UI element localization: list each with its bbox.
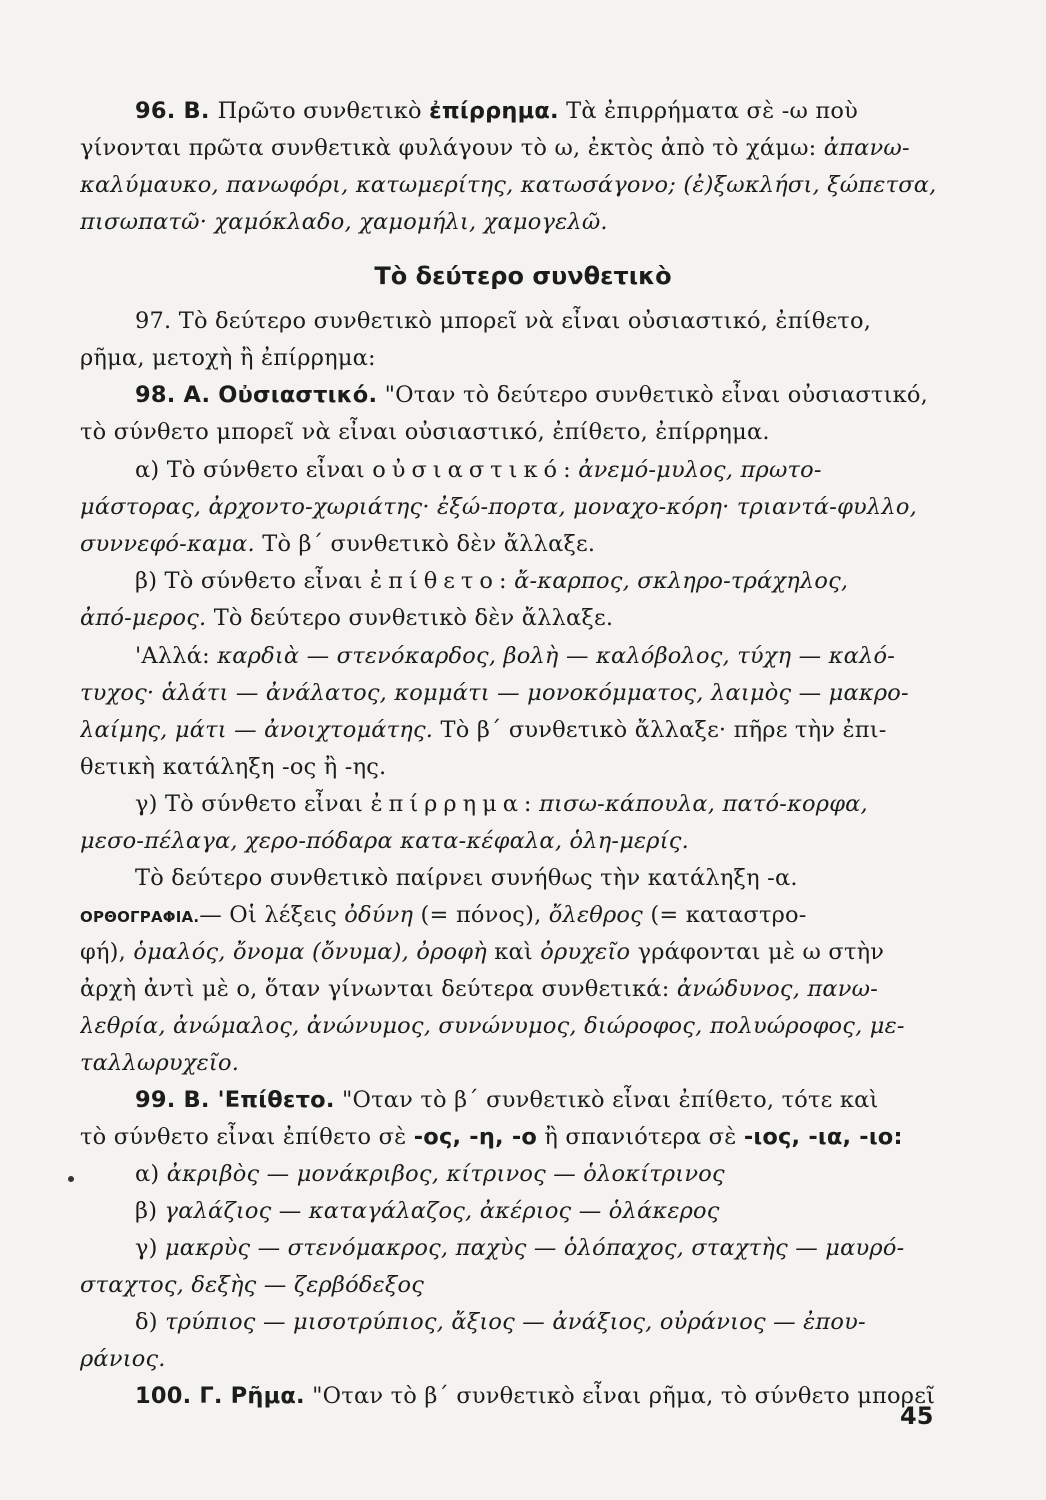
text-line (135, 641, 940, 671)
text-span: β) Τὸ σύνθετο εἶναι (135, 568, 371, 594)
text-span: ἀπό-μερος. (80, 605, 207, 631)
text-line (80, 1048, 940, 1078)
text-span: πισωπατῶ· χαμόκλαδο, χαμομήλι, χαμογελῶ. (80, 209, 608, 235)
text-line (135, 789, 940, 819)
text-span: θετικὴ κατάληξη -ος ἢ -ης. (80, 754, 387, 780)
text-line (80, 900, 940, 932)
text-span: γ) (135, 1235, 165, 1261)
text-span: γίνονται πρῶτα συνθετικὰ φυλάγουν τὸ ω, ἐκτὸς ἀπὸ τὸ χάμω: (80, 135, 824, 161)
text-line (80, 1122, 940, 1152)
text-span: τυχος· ἁλάτι — ἀνάλατος, κομμάτι — μονοκόμματος, λαιμὸς — μακρο- (80, 680, 909, 706)
text-span: πισω-κάπουλα, πατό-κορφα, (539, 791, 868, 817)
text-line (135, 566, 940, 596)
text-span: καὶ (486, 939, 541, 965)
text-line (80, 678, 940, 708)
text-line (135, 1196, 940, 1226)
text-line (135, 1159, 940, 1189)
text-span: ὄλεθρος (548, 902, 643, 928)
text-span: ἐπίρρημα. (429, 98, 559, 124)
text-line (80, 207, 940, 237)
text-span: ὁμαλός, ὄνομα (ὄνυμα), ὀροφὴ (133, 939, 487, 965)
text-line (135, 1085, 940, 1115)
text-line (80, 133, 940, 163)
text-span: τρύπιος — μισοτρύπιος, ἄξιος — ἀνάξιος, οὐράνιος — ἐπου- (165, 1309, 866, 1335)
text-span: λαίμης, μάτι — ἀνοιχτομάτης. (80, 717, 434, 743)
text-span: μάστορας, ἀρχοντο-χωριάτης· ἐξώ-πορτα, μοναχο-κόρη· τριαντά-φυλλο, (80, 494, 917, 520)
text-span: -ιος, -ια, -ιο: (743, 1124, 903, 1150)
page-number: 45 (900, 1402, 934, 1430)
text-line (80, 417, 940, 447)
text-span: τὸ σύνθετο μπορεῖ νὰ εἶναι οὐσιαστικό, ἐπίθετο, ἐπίρρημα. (80, 419, 770, 445)
text-span: 'Αλλά: (135, 643, 218, 669)
text-span: ἀνεμό-μυλος, πρωτο- (578, 457, 822, 483)
bullet-mark (68, 1176, 74, 1182)
text-line (135, 380, 940, 410)
text-span: Τὸ δεύτερο συνθετικὸ δὲν ἄλλαξε. (206, 605, 614, 631)
text-span: λεθρία, ἀνώμαλος, ἀνώνυμος, συνώνυμος, διώροφος, πολυώροφος, με- (80, 1013, 905, 1039)
text-span: ρῆμα, μετοχὴ ἢ ἐπίρρημα: (80, 345, 376, 371)
text-line (80, 603, 940, 633)
text-span: ἢ σπανιότερα σὲ (537, 1124, 744, 1150)
text-line (80, 752, 940, 782)
text-line (80, 974, 940, 1004)
text-span: 98. A. Οὐσιαστικό. (135, 382, 378, 408)
text-span: γαλάζιος — καταγάλαζος, ἀκέριος — ὁλάκερος (164, 1198, 720, 1224)
text-span: Τὸ δεύτερο συνθετικὸ μπορεῖ νὰ εἶναι οὐσιαστικό, ἐπίθετο, (178, 308, 872, 334)
text-span: δ) (135, 1309, 166, 1335)
text-span: 97. (135, 308, 179, 334)
text-span: "Οταν τὸ δεύτερο συνθετικὸ εἶναι οὐσιαστικό, (377, 382, 928, 408)
text-span: ἐπίθετο (370, 568, 499, 594)
text-span: : (498, 568, 515, 594)
text-span: 96. B. (135, 98, 218, 124)
text-span: τὸ σύνθετο εἶναι ἐπίθετο σὲ (80, 1124, 414, 1150)
text-span: 100. Γ. Ρῆμα. (135, 1383, 305, 1409)
text-span: α) (135, 1161, 167, 1187)
text-span: γ) Τὸ σύνθετο εἶναι (135, 791, 371, 817)
text-span: γράφονται μὲ ω στὴν (630, 939, 885, 965)
text-span: οὐσιαστικό (372, 457, 564, 483)
text-span: ἄ-καρπος, σκληρο-τράχηλος, (514, 568, 849, 594)
section-heading: Τὸ δεύτερο συνθετικὸ (374, 262, 672, 290)
text-line (80, 529, 940, 559)
text-span: (= καταστρο- (642, 902, 807, 928)
text-line (80, 715, 940, 745)
text-span: ἀπανω- (823, 135, 910, 161)
text-line (135, 96, 940, 126)
text-span: ράνιος. (80, 1346, 166, 1372)
text-span: μακρὺς — στενόμακρος, παχὺς — ὁλόπαχος, σταχτὴς — μαυρό- (164, 1235, 905, 1261)
text-span: ὀδύνη (344, 902, 414, 928)
text-line (80, 1011, 940, 1041)
text-span: -ος, -η, -ο (413, 1124, 538, 1150)
text-span: καλύμαυκο, πανωφόρι, κατωμερίτης, κατωσάγονο; (ἐ)ξωκλήσι, ξώπετσα, (80, 172, 937, 198)
text-span: — Οἱ λέξεις (199, 902, 345, 928)
text-span: (= πόνος), (413, 902, 549, 928)
text-span: ἀνώδυνος, πανω- (676, 976, 879, 1002)
text-line (135, 1381, 940, 1411)
text-span: φή), (80, 939, 134, 965)
text-span: α) Τὸ σύνθετο εἶναι (135, 457, 373, 483)
text-line (80, 937, 940, 967)
text-span: σταχτος, δεξὴς — ζερβόδεξος (80, 1272, 425, 1298)
text-line (135, 863, 940, 893)
text-line (80, 343, 940, 373)
text-line (80, 492, 940, 522)
text-line (135, 1307, 940, 1337)
text-span: Τὸ β΄ συνθετικὸ δὲν ἄλλαξε. (254, 531, 596, 557)
text-span: : (563, 457, 579, 483)
text-line (135, 1233, 940, 1263)
text-span: καρδιὰ — στενόκαρδος, βολὴ — καλόβολος, τύχη — καλό- (217, 643, 896, 669)
text-line (80, 826, 940, 856)
text-span: Τὸ δεύτερο συνθετικὸ παίρνει συνήθως τὴν κατάληξη -α. (135, 865, 798, 891)
text-span: : (523, 791, 540, 817)
text-span: β) (135, 1198, 165, 1224)
text-span: Τὸ β΄ συνθετικὸ ἄλλαξε· πῆρε τὴν ἐπι- (433, 717, 887, 743)
text-span: "Οταν τὸ β΄ συνθετικὸ εἶναι ἐπίθετο, τότε καὶ (334, 1087, 879, 1113)
text-line (80, 1270, 940, 1300)
text-line (80, 1344, 940, 1374)
text-span: ἐπίρρημα (370, 791, 524, 817)
text-span: ἀκριβὸς — μονάκριβος, κίτρινος — ὁλοκίτρινος (166, 1161, 725, 1187)
text-span: "Οταν τὸ β΄ συνθετικὸ εἶναι ρῆμα, τὸ σύνθετο μπορεῖ (304, 1383, 936, 1409)
text-span: ἀρχὴ ἀντὶ μὲ ο, ὅταν γίνωνται δεύτερα συνθετικά: (80, 976, 677, 1002)
text-span: Τὰ ἐπιρρήματα σὲ -ω ποὺ (558, 98, 859, 124)
text-span: Πρῶτο συνθετικὸ (217, 98, 430, 124)
text-span: ΟΡΘΟΓΡΑΦΙΑ. (80, 908, 200, 926)
text-line (80, 170, 940, 200)
text-span: συννεφό-καμα. (80, 531, 255, 557)
text-span: 99. B. 'Επίθετο. (135, 1087, 335, 1113)
text-line (135, 306, 940, 336)
text-span: μεσο-πέλαγα, χερο-πόδαρα κατα-κέφαλα, ὁλη-μερίς. (80, 828, 689, 854)
text-span: ταλλωρυχεῖο. (80, 1050, 240, 1076)
text-span: ὀρυχεῖο (540, 939, 631, 965)
text-line (135, 455, 940, 485)
